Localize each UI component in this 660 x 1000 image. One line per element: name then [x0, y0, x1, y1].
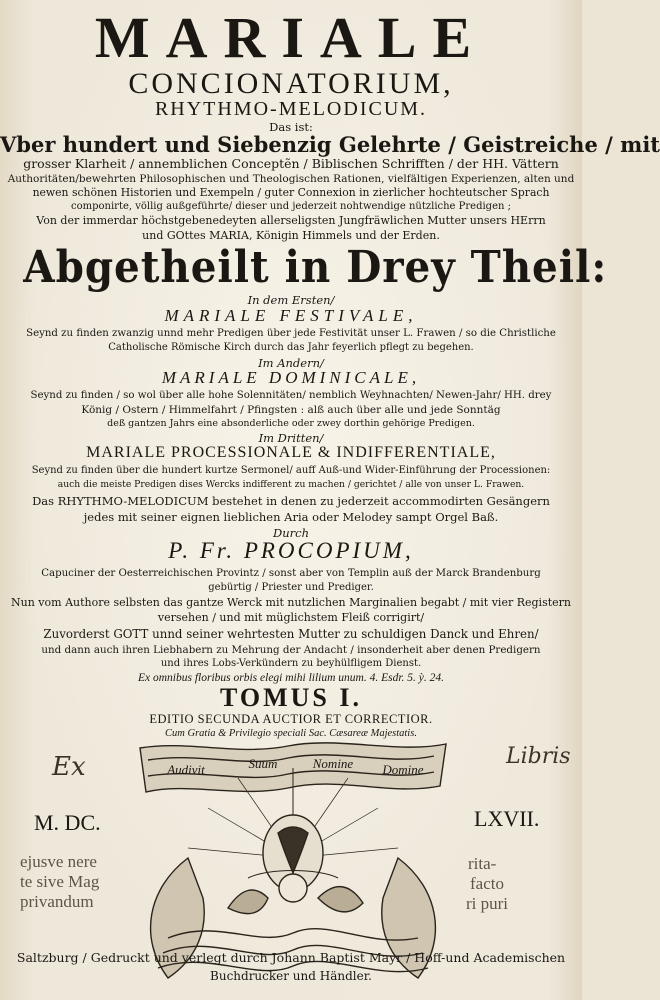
intro-line-6: Von der immerdar höchstgebenedeyten allerseligsten Jungfräwlichen Mutter unsers HErrn: [36, 214, 546, 227]
part2-line-1: Seynd zu finden / so wol über alle hohe Solennitäten/ nemblich Weyhnachten/ Newen-Jahr/ HH. drey: [30, 390, 552, 401]
division-heading: Abgetheilt in Drey Theil:: [23, 242, 608, 293]
dedication-line-2: und dann auch ihren Liebhabern zu Mehrung der Andacht / insonderheit aber denen Predigern: [41, 644, 541, 656]
tomus: TOMUS I.: [220, 683, 362, 712]
part2-intro: Im Andern/: [258, 356, 324, 370]
intro-line-4: newen schönen Historien und Exempeln / guter Connexion in zierlicher hochteutscher Sprach: [32, 186, 550, 199]
part3-line-2: auch die meiste Predigen dises Wercks indifferent zu machen / gerichtet / alle von unser L. Frawen.: [57, 479, 525, 490]
bleed-right-1: rita-: [468, 854, 497, 873]
part1-intro: In dem Ersten/: [247, 293, 335, 307]
bleed-right-3: ri puri: [466, 894, 509, 913]
part3-line-1: Seynd zu finden über die hundert kurtze Sermonel/ auff Auß-und Wider-Einführung der Processionen:: [31, 465, 551, 476]
part2-line-2: König / Ostern / Himmelfahrt / Pfingsten : alß auch über alle und jede Sonntäg: [81, 404, 501, 416]
author-name: P. Fr. PROCOPIUM,: [168, 538, 414, 563]
book-title: MARIALE: [94, 5, 488, 70]
part1-line-1: Seynd zu finden zwanzig unnd mehr Predigen über jede Festivität unser L. Frawen / so die Christliche: [26, 328, 556, 339]
part3-intro: Im Dritten/: [258, 431, 324, 445]
part3-name: MARIALE PROCESSIONALE & INDIFFERENTIALE,: [86, 444, 496, 461]
rhythmo-line-1: Das RHYTHMO-MELODICUM bestehet in denen zu jederzeit accommodirten Gesängern: [32, 494, 550, 508]
rhythmo-line-2: jedes mit seiner eignen lieblichen Aria oder Melodey sampt Orgel Baß.: [83, 510, 499, 524]
durch-label: Durch: [273, 526, 309, 540]
imprint-line-1: Saltzburg / Gedruckt und verlegt durch Johann Baptist Mayr / Hoff-und Academischen: [16, 950, 566, 965]
author-line-1: Capuciner der Oesterreichischen Provintz / sonst aber von Templin auß der Marck Brandenburg: [41, 568, 541, 579]
bleed-left-3: privandum: [20, 892, 94, 911]
dedication-line-1: Zuvorderst GOTT unnd seiner wehrtesten Mutter zu schuldigen Danck und Ehren/: [43, 627, 539, 641]
edition-line-1: Nun vom Authore selbsten das gantze Werck mit nutzlichen Marginalien begabt / mit vier Registern: [11, 596, 571, 609]
motto: Ex omnibus floribus orbis elegi mihi lilium unum. 4. Esdr. 5. ỳ. 24.: [137, 672, 445, 684]
bleed-left-2: te sive Mag: [20, 872, 100, 891]
editio: EDITIO SECUNDA AUCTIOR ET CORRECTIOR.: [149, 712, 433, 726]
subtitle-concionatorium: CONCIONATORIUM,: [128, 67, 454, 100]
bleed-right-2: facto: [470, 874, 504, 893]
dedication-line-3: und ihres Lobs-Verkündern zu beyhülfligem Dienst.: [160, 658, 422, 669]
banner-word-2: Suum: [248, 756, 278, 771]
imprint-line-2: Buchdrucker und Händler.: [210, 969, 372, 983]
part2-name: MARIALE DOMINICALE,: [161, 368, 421, 387]
handwritten-ex: Ex: [52, 752, 86, 782]
banner-word-3: Nomine: [312, 756, 354, 771]
intro-line-5: componirte, völlig außgeführte/ dieser und jederzeit nohtwendige nützliche Predigen ;: [71, 201, 511, 212]
privilege: Cum Gratia & Privilegio speciali Sac. Cæsareæ Majestatis.: [165, 728, 417, 739]
edition-line-2: versehen / und mit müglichstem Fleiß corrigirt/: [157, 611, 425, 624]
year-left: M. DC.: [34, 810, 101, 835]
author-line-2: gebürtig / Priester und Prediger.: [208, 582, 374, 593]
banner-word-4: Domine: [382, 762, 424, 777]
year-right: LXVII.: [474, 806, 540, 831]
part2-line-3: deß gantzen Jahrs eine absonderliche oder zwey dorthin gehörige Predigen.: [107, 418, 475, 429]
bleed-left-1: ejusve nere: [20, 852, 97, 871]
das-ist: Das ist:: [269, 120, 313, 134]
handwritten-libris: Libris: [506, 744, 571, 769]
intro-line-7: und GOttes MARIA, Königin Himmels und der Erden.: [142, 229, 440, 242]
intro-line-3: Authoritäten/bewehrten Philosophischen und Theologischen Rationen, vielfältigen Experienzen, alten und: [7, 173, 575, 185]
subtitle-rhythmo: RHYTHMO-MELODICUM.: [154, 98, 428, 120]
part1-line-2: Catholische Römische Kirch durch das Jahr feyerlich pflegt zu begehen.: [108, 342, 474, 353]
banner-word-1: Audivit: [167, 762, 205, 777]
part1-name: MARIALE FESTIVALE,: [164, 306, 418, 325]
intro-line-2: grosser Klarheit / annemblichen Conceptẽn / Biblischen Schrifften / der HH. Vättern: [23, 156, 559, 171]
intro-line-1: Vber hundert und Siebenzig Gelehrte / Geistreiche / mit: [0, 132, 660, 157]
